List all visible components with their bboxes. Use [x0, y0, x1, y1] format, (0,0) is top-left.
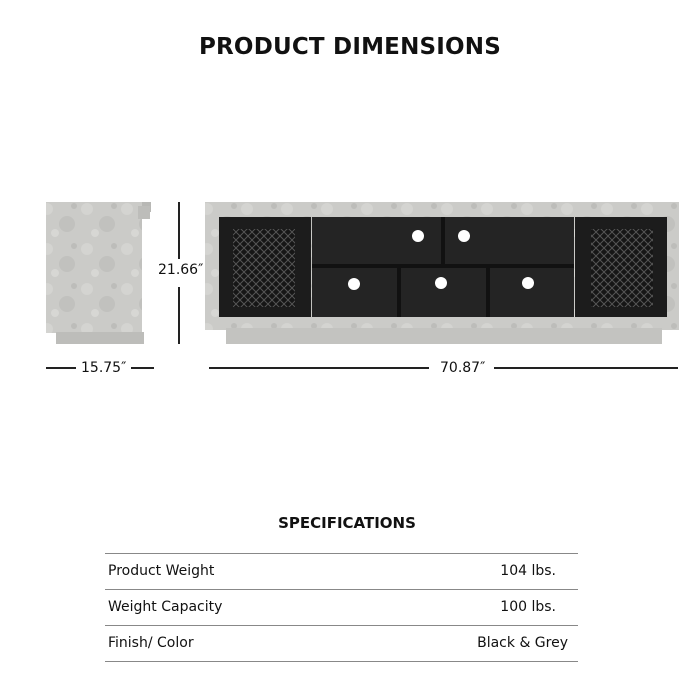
height-dimension: 21.66″ [158, 262, 204, 278]
side-view [46, 202, 151, 344]
left-mesh-panel [233, 229, 295, 307]
width-line-left [209, 367, 429, 369]
spec-value: 100 lbs. [500, 599, 556, 615]
cable-hole [522, 277, 534, 289]
front-view [205, 202, 679, 344]
width-dimension: 70.87″ [440, 360, 486, 376]
depth-dimension: 15.75″ [81, 360, 127, 376]
width-line-right [494, 367, 678, 369]
spec-row [105, 553, 578, 589]
spec-row [105, 625, 578, 662]
specifications-table [105, 553, 578, 662]
spec-value: 104 lbs. [500, 563, 556, 579]
cable-hole [435, 277, 447, 289]
spec-value: Black & Grey [477, 635, 568, 651]
specifications-title: SPECIFICATIONS [278, 514, 416, 532]
spec-label: Weight Capacity [108, 599, 223, 615]
cable-hole [412, 230, 424, 242]
depth-line-left [46, 367, 76, 369]
spec-label: Finish/ Color [108, 635, 194, 651]
spec-label: Product Weight [108, 563, 215, 579]
right-mesh-panel [591, 229, 653, 307]
cable-hole [458, 230, 470, 242]
height-line-bottom [178, 287, 180, 344]
spec-row [105, 589, 578, 625]
depth-line-right [131, 367, 154, 369]
height-line-top [178, 202, 180, 259]
page-title: PRODUCT DIMENSIONS [198, 34, 502, 60]
cable-hole [348, 278, 360, 290]
